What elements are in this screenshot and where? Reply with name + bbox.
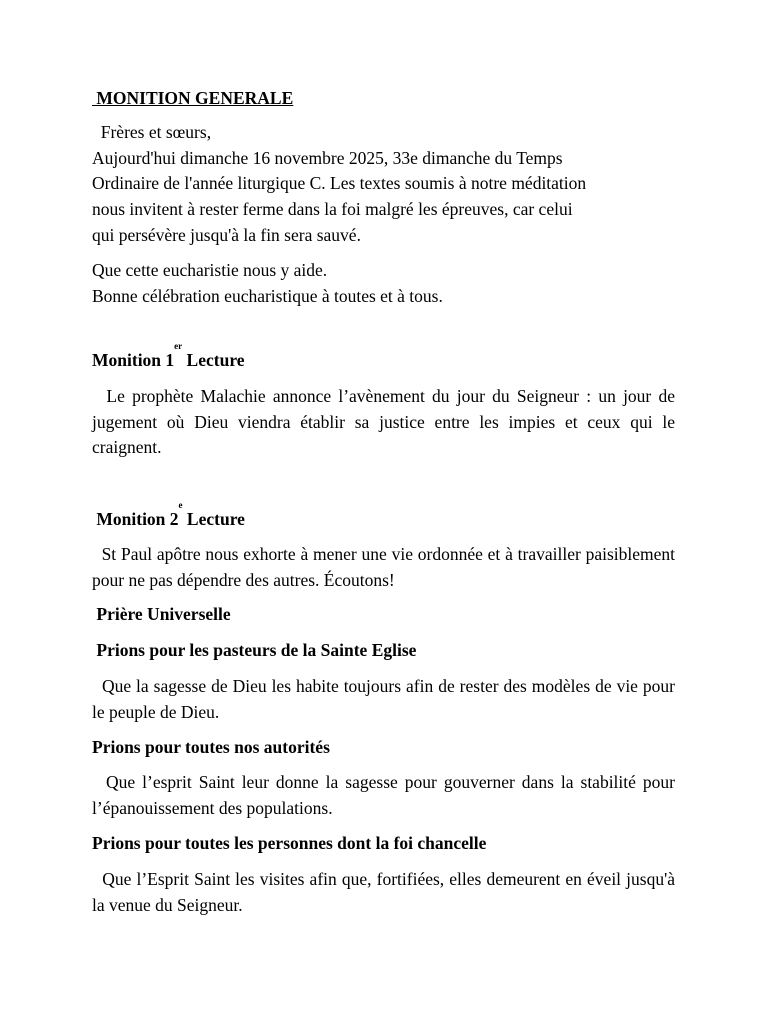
document-title: MONITION GENERALE [92,88,294,108]
intention-text: Que l’esprit Saint leur donne la sagesse pour gouverner dans la stabilité pour l’épanouissement des populations. [92,772,680,818]
document-page [92,0,680,1024]
reading2-heading [92,500,675,533]
intro-paragraph [92,120,675,249]
intro-line: nous invitent à rester ferme dans la foi malgré les épreuves, car celui [92,199,573,220]
closing-line: Bonne célébration eucharistique à toutes et à tous. [92,285,443,306]
intention-title: Prions pour toutes nos autorités [92,737,330,757]
intention-title: Prions pour les pasteurs de la Sainte Eglise [92,640,417,660]
intro-line: Ordinaire de l'année liturgique C. Les textes soumis à notre méditation [92,173,587,194]
reading1-heading [92,341,675,374]
reading2-heading-sup: e [178,500,183,510]
closing-line: Que cette eucharistie nous y aide. [92,260,328,280]
intro-closing [92,258,675,309]
reading1-heading-sup: er [174,341,183,351]
intro-line: qui persévère jusqu'à la fin sera sauvé. [92,224,361,245]
reading1-heading-suffix: Lecture [182,350,245,370]
intention-text: Que la sagesse de Dieu les habite toujours afin de rester des modèles de vie pour le peuple de Dieu. [92,676,680,722]
intention-title: Prions pour toutes les personnes dont la foi chancelle [92,833,487,853]
reading2-heading-suffix: Lecture [182,509,245,529]
reading1-text: Le prophète Malachie annonce l’avènement du jour du Seigneur : un jour de jugement où Dieu viendra établir sa justice entre les impies et ceux qui le craignent. [92,386,680,458]
reading2-text: St Paul apôtre nous exhorte à mener une vie ordonnée et à travailler paisiblement pour ne pas dépendre des autres. Écoutons! [92,544,680,590]
prayer-heading: Prière Universelle [92,604,231,624]
intro-greeting: Frères et sœurs, [92,122,212,142]
intro-line: Aujourd'hui dimanche 16 novembre 2025, 33e dimanche du Temps [92,147,563,168]
intention-text: Que l’Esprit Saint les visites afin que, fortifiées, elles demeurent en éveil jusqu'à la venue du Seigneur. [92,869,680,915]
reading2-heading-prefix: Monition 2 [92,509,179,529]
reading1-heading-prefix: Monition 1 [92,350,175,370]
